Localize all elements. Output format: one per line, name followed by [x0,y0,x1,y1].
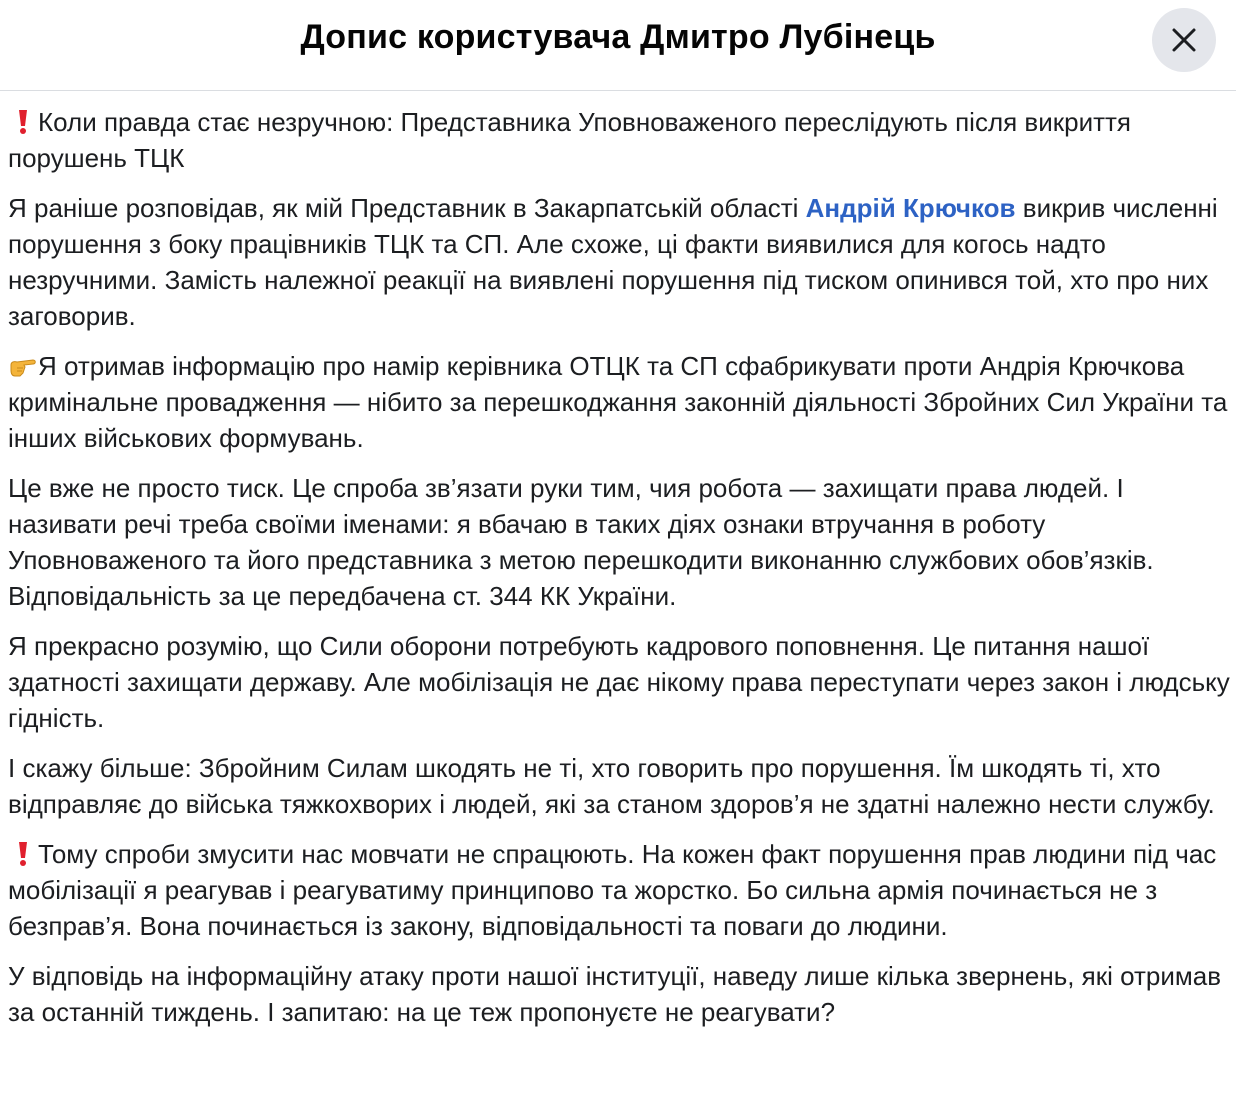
post-paragraph [8,628,1230,736]
paragraph-text: І скажу більше: Збройним Силам шкодять не ті, хто говорить про порушення. Їм шкодять ті, хто відправляє до війська тяжкохворих і людей, які за станом здоров’я не здатні належно нести службу. [8,753,1215,819]
paragraph-text: Я раніше розповідав, як мій Представник в Закарпатській області [8,193,806,223]
post-paragraph [8,470,1230,614]
post-paragraph [8,104,1230,176]
post-paragraph [8,190,1230,334]
post-paragraph [8,750,1230,822]
dialog-header [0,0,1236,91]
paragraph-text: Це вже не просто тиск. Це спроба зв’язати руки тим, чия робота — захищати права людей. І називати речі треба своїми іменами: я вбачаю в таких діях ознаки втручання в роботу Уповноваженого та його представника з метою перешкодити виконанню службових обов’язків. Відповідальність за це передбачена ст. 344 КК України. [8,473,1154,611]
exclamation-icon [8,836,38,872]
paragraph-text: Я отримав інформацію про намір керівника ОТЦК та СП сфабрикувати проти Андрія Крючкова кримінальне провадження — нібито за перешкоджання законній діяльності Збройних Сил України та інших військових формувань. [8,351,1228,453]
close-icon [1171,27,1197,53]
post-paragraph [8,958,1230,1030]
paragraph-text: Коли правда стає незручною: Представника Уповноваженого переслідують після викриття порушень ТЦК [8,107,1132,173]
post-paragraph [8,348,1230,456]
paragraph-text: Я прекрасно розумію, що Сили оборони потребують кадрового поповнення. Це питання нашої здатності захищати державу. Але мобілізація не дає нікому права переступати через закон і людську гідність. [8,631,1230,733]
dialog-title: Допис користувача Дмитро Лубінець [300,18,936,56]
post-body [8,104,1230,1044]
close-button[interactable] [1152,8,1216,72]
mention-link[interactable]: Андрій Крючков [805,193,1016,223]
post-paragraph [8,836,1230,944]
paragraph-text: викрив численні порушення з боку працівників ТЦК та СП. Але схоже, ці факти виявилися для когось надто незручними. Замість належної реакції на виявлені порушення під тиском опинився той, хто про них заговорив. [8,193,1218,331]
exclamation-icon [8,104,38,140]
paragraph-text: Тому спроби змусити нас мовчати не спрацюють. На кожен факт порушення прав людини під час мобілізації я реагував і реагуватиму принципово та жорстко. Бо сильна армія починається не з безправ’я. Вона починається із закону, відповідальності та поваги до людини. [8,839,1217,941]
pointing-hand-icon [8,348,38,384]
paragraph-text: У відповідь на інформаційну атаку проти нашої інституції, наведу лише кілька звернень, які отримав за останній тиждень. І запитаю: на це теж пропонуєте не реагувати? [8,961,1222,1027]
